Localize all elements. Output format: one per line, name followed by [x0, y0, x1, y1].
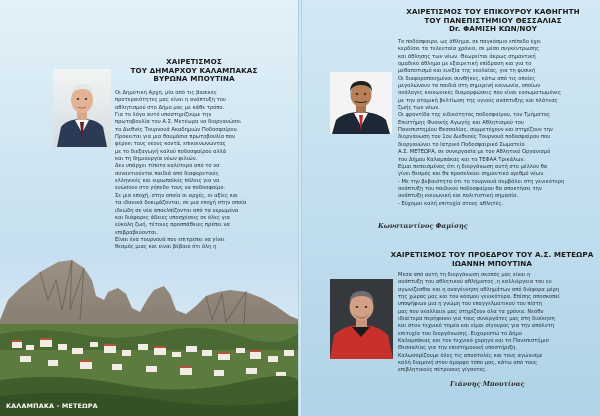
paragraph-line: Πανεπιστημίου Θεσσαλίας, συμμετέχουν και στηρίζουν την [398, 127, 553, 134]
paragraph-line: προτεραιότητες μας είναι η ανάπτυξη του [115, 97, 226, 104]
paragraph-line: Επιστήμης Φυσικής Αγωγής και Αθλητισμού του [398, 119, 524, 126]
paragraph-line: ιδιαίτερα περήφανοι για τους συνεργάτες μας στη διοίκηση [398, 316, 555, 323]
meteora-photo [0, 250, 300, 416]
paragraph-line: Για το λόγο αυτό υποστηρίζουμε την [115, 112, 212, 119]
paragraph-line: Πρόκειται για μια θαυμάσια πρωτοβουλία που [115, 134, 236, 141]
paragraph-line: της χώρας μας και του κόσμου γενικότερα. Επίσης αποσκοπεί [398, 294, 560, 301]
mayor-title-line3: ΒΥΡΩΝΑ ΜΠΟΥΤΙΝΑ [153, 74, 235, 84]
paragraph-line: και άθλησης των νέων. Θεωρείται άκρως σημαντική [398, 53, 536, 60]
paragraph-line: ανάπτυξη του αθλητικού αθλήματος ,η καλλιέργεια του ευ [398, 279, 552, 286]
mayor-greeting-title [104, 58, 284, 84]
paragraph-line: εύκολη ζωή, τέτοιες προσπάθειες πρέπει να [115, 222, 230, 229]
paragraph-line: ιδεώδη σε νέα αποελπίζονται από τα νερωμένα [115, 207, 239, 214]
paragraph-line: μεγαλώνουν τα παιδιά στη σημερινή κοινωνία, οποίων [398, 83, 541, 90]
paragraph-line: καλή διαμονή στον όμορφο τόπο μας, κάτω από τους [398, 360, 538, 367]
mayor-title-line1: ΧΑΙΡΕΤΙΣΜΟΣ [166, 57, 222, 66]
paragraph-line: του Δήμου Καλαμπάκας και το ΤΕΦΑΑ Τρικάλων. [398, 156, 525, 163]
paragraph-line: και στον τεχνικό τομέα και είμαι σίγουρος για την απόλυτη [398, 323, 555, 330]
paragraph-line: γίνει θεσμός και θα προσελκύει σημαντικό αριθμό νέων. [398, 171, 545, 178]
professor-title-line3: Dr. ΦΑΜΙΣΗ ΚΩΝ/ΝΟΥ [448, 24, 538, 34]
paragraph-line: συναντιούνται παιδιά από διαφορετικές [115, 170, 219, 177]
paragraph-line: αγωνίζεσθαι και η αναγέννηση αθλημάτων από διάφορα μέρη [398, 286, 560, 293]
paragraph-line: ομαδικό άθλημα με εξαιρετική επίδραση και για το [398, 61, 532, 68]
paragraph-line: - Με την βεβαιότητα ότι το τουρνουά συμβάλει στη γενικότερη [398, 178, 565, 185]
paragraph-line: θεσμός μιας και είναι βέβαιο ότι όλη η [115, 244, 217, 251]
president-signature: Γιάννης Μπουτίνας [450, 380, 525, 388]
paragraph-line: επιβραβεύονται. [115, 229, 158, 236]
paragraph-line: Καλωσορίζουμε όλες τις αποστολές και τους αγώνισμε [398, 352, 543, 359]
paragraph-line: ενώσουν στο γήπεδο τους να ποδοσφαίρο. [115, 185, 226, 192]
president-title-line2: ΙΩΑΝΝΗ ΜΠΟΥΤΙΝΑ [451, 258, 533, 268]
paragraph-line: μεθαποτισμό και ευεξία της νεολαίας, για τη φυσική [398, 68, 536, 75]
professor-greeting-text [398, 39, 596, 208]
paragraph-line: Μέσα από αυτή τη διοργάνωση σκοπός μας είναι η [398, 272, 531, 278]
paragraph-line: διοργάνωση του 1ου Διεθνούς Τουρνουά ποδοσφαίρου που [398, 134, 551, 141]
president-portrait [330, 279, 393, 359]
paragraph-line: και διάφορες άδειες υποσχέσεις σε όλες για [115, 214, 230, 221]
paragraph-line: αθλητισμού στο Δήμο μας με κάθε τρόπο. [115, 104, 225, 111]
right-page [300, 0, 600, 416]
mayor-greeting-text [115, 90, 297, 266]
paragraph-line: - Εύχομαι καλή επιτυχία στους αθλητές. [398, 200, 504, 207]
paragraph-line: το Διεθνές Τουρνουά Ακαδημιών Ποδοσφαίρου. [115, 126, 239, 133]
paragraph-line: διοργανώνει το Ιατρικό Ποδοσφαιρικό Σωματείο [398, 141, 525, 148]
paragraph-line: πρωτοβουλία του Α.Σ. Μετέωρα να διοργανώσει [115, 119, 242, 126]
paragraph-line: ανάπτυξη κοινωνική και πολιτιστική σημασία. [398, 193, 519, 200]
paragraph-line: επιβλητικούς πέτρινους γίγαντες. [398, 367, 487, 374]
paragraph-line: Οι Δημοτική Αρχή, μία από τις βασικές [115, 90, 217, 96]
paragraph-line: Θεσσαλίας για την επιστημονική υποστήριξη. [398, 345, 518, 352]
paragraph-line: με το διεξαγωγή καλού ποδοσφαίρου αλλά [115, 148, 227, 155]
paragraph-line: επιτυχία του διοργάνωσης. Ευχαριστώ το Δήμο [398, 330, 523, 337]
paragraph-line: Είμαι πεπεισμένος ότι η διοργάνωση αυτή στο μέλλον θα [398, 163, 548, 170]
paragraph-line: Δεν υπάρχει τίποτα καλύτερο από το να [115, 163, 220, 170]
president-title-line1: ΧΑΙΡΕΤΙΣΜΟΣ ΤΟΥ ΠΡΟΕΔΡΟΥ ΤΟΥ Α.Σ. ΜΕΤΕΩΡΑ [390, 250, 594, 259]
paragraph-line: ελληνικές και ευρωπαϊκές πόλεις για να [115, 178, 220, 185]
paragraph-line: υποψήφιων μια η γνώμη του επαγγελματικού του πίστη [398, 301, 542, 308]
paragraph-line: Α.Σ. ΜΕΤΕΩΡΑ, σε συνεργασία με τον Αθλητικό Οργανισμό [398, 149, 551, 156]
paragraph-line: με την ατομική βελτίωση της υγιούς ανάπτυξης και πλάτεσς [398, 97, 558, 104]
paragraph-line: ζωής των νέων. [398, 105, 440, 112]
paragraph-line: ανάπτυξη του παιδικού ποδοσφαίρου θα αποκτήσει την [398, 185, 542, 192]
mayor-portrait [53, 69, 111, 147]
paragraph-line: κερδίσει τα τελευταία χρόνια, σε μέσο συγκέντρωσης [398, 46, 540, 53]
professor-greeting-title [388, 8, 598, 34]
professor-signature: Κωνσταντίνος Φαμίσης [378, 222, 468, 230]
paragraph-line: Σε μια εποχή, στην οποία οι αρχές, οι αξίες και [115, 192, 238, 199]
paragraph-line: φέρνει τους νέους κοντά, επικοινωνώντας [115, 141, 226, 148]
president-greeting-text [398, 272, 596, 375]
paragraph-line: Είναι ένα τουρνουά που επιτρέπει να γίνει [115, 236, 225, 243]
paragraph-line: Οι φροντίδα της ειδικότητας ποδοσφαίρου, του Τμήματος [398, 112, 550, 119]
photo-caption: ΚΑΛΑΜΠΑΚΑ - ΜΕΤΕΩΡΑ [6, 402, 98, 410]
professor-title-line2: ΤΟΥ ΠΑΝΕΠΙΣΤΗΜΙΟΥ ΘΕΣΣΑΛΙΑΣ [424, 15, 562, 25]
paragraph-line: Το ποδόσφαιρο, ως άθλημα, σε παγκόσμιο επίπεδο έχει [398, 39, 542, 45]
paragraph-line: τα ιδανικά δοκιμάζονται, σε μια εποχή στην οποία [115, 200, 247, 207]
president-greeting-title [384, 251, 600, 268]
professor-portrait [330, 72, 392, 134]
page-gutter [298, 0, 302, 416]
paragraph-line: ανάλογες κοινωνικές διαμορφώσεις που είναι ενσωματωμένες [398, 90, 562, 97]
paragraph-line: Καλαμπάκας και τον τεχνικό χορηγό και το Πανεπιστήμιο [398, 338, 549, 345]
professor-title-line1: ΧΑΙΡΕΤΙΣΜΟΣ ΤΟΥ ΕΠΙΚΟΥΡΟΥ ΚΑΘΗΓΗΤΗ [406, 7, 580, 16]
mayor-title-line2: ΤΟΥ ΔΗΜΑΡΧΟΥ ΚΑΛΑΜΠΑΚΑΣ [130, 65, 258, 75]
paragraph-line: μας που νεαλλαιοι μας στηρίζουν όλα τα χρόνια. Νεόθυ [398, 308, 544, 315]
paragraph-line: και τη δημιουργία νέων φιλιών. [115, 156, 198, 163]
paragraph-line: Οι διαφοροποιημένοι συνθήκες, κάτω από τις οποίες [398, 75, 536, 82]
